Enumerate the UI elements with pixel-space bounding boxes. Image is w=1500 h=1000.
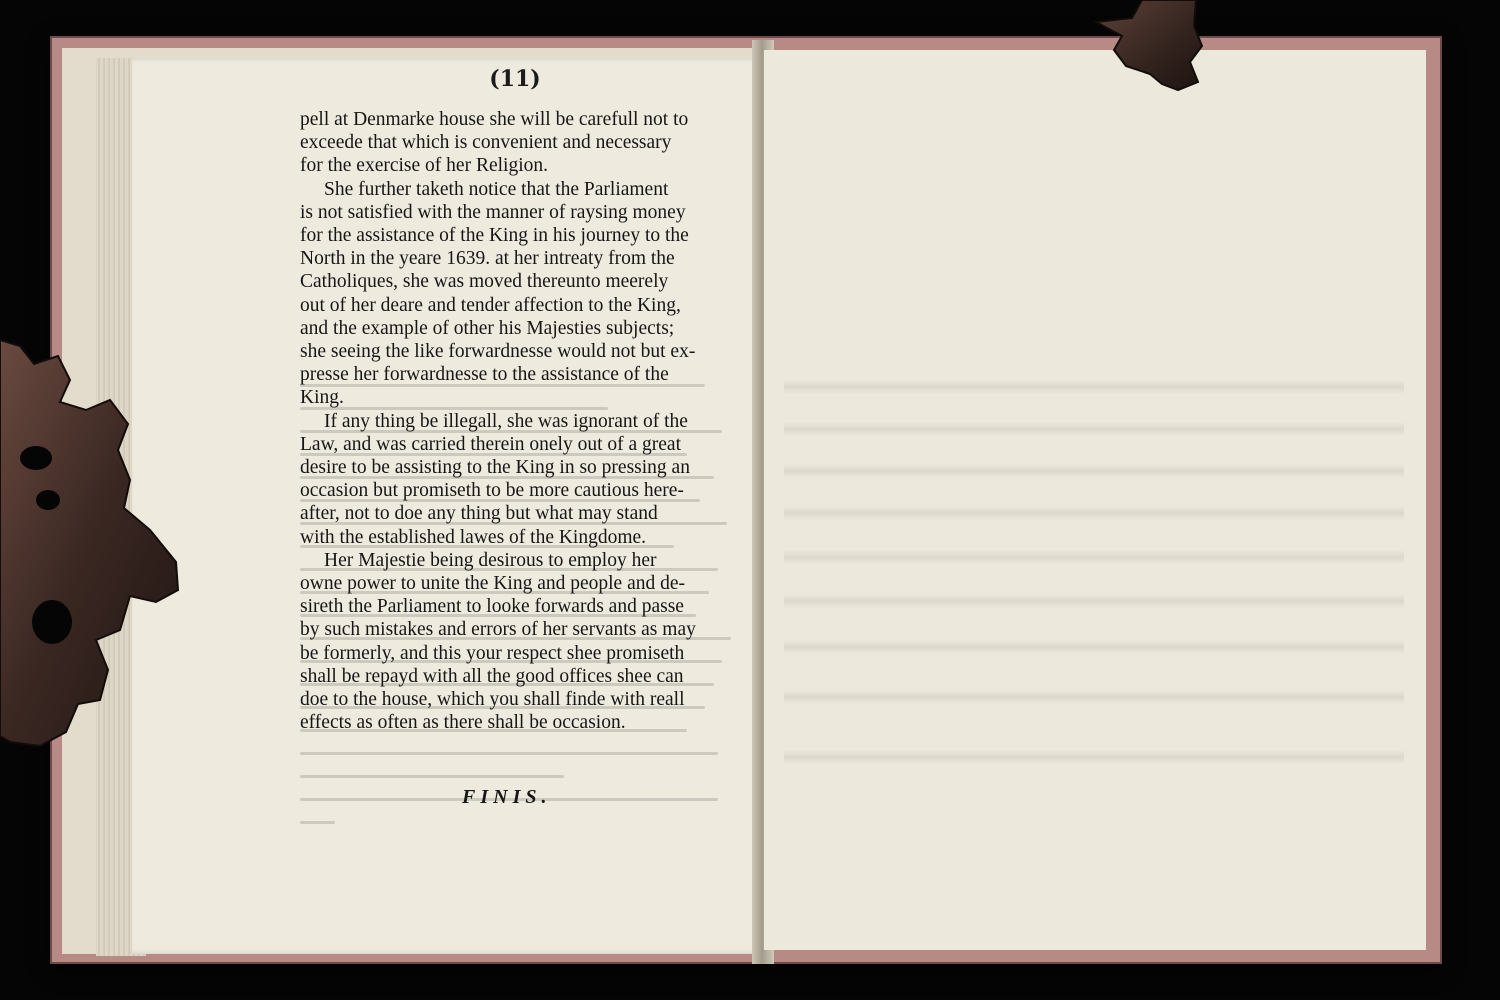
text-line: she seeing the like forwardnesse would not but ex- <box>300 341 696 363</box>
finis-colophon: FINIS. <box>462 786 552 808</box>
text-line: for the exercise of her Religion. <box>300 155 548 177</box>
metal-page-clip-icon <box>0 340 190 750</box>
text-line: If any thing be illegall, she was ignorant of the <box>324 410 688 432</box>
text-line: is not satisfied with the manner of raysing money <box>300 201 686 223</box>
text-line: Catholiques, she was moved thereunto meerely <box>300 271 669 293</box>
text-line: She further taketh notice that the Parliament <box>324 178 669 200</box>
text-line: sireth the Parliament to looke forwards and passe <box>300 596 684 618</box>
text-line: with the established lawes of the Kingdome. <box>300 526 647 548</box>
text-line: presse her forwardnesse to the assistance of the <box>300 364 669 386</box>
text-line: effects as often as there shall be occasion. <box>300 712 626 734</box>
body-text <box>300 108 738 734</box>
right-page-blank <box>764 50 1426 950</box>
text-line: occasion but promiseth to be more cautious here- <box>300 480 684 502</box>
text-line: exceede that which is convenient and necessary <box>300 132 672 154</box>
text-line: be formerly, and this your respect shee promiseth <box>300 642 685 664</box>
paragraph-1 <box>300 108 738 178</box>
text-line: for the assistance of the King in his journey to the <box>300 225 689 247</box>
page-number: (11) <box>489 66 541 92</box>
text-line: owne power to unite the King and people and de- <box>300 573 686 595</box>
text-line: pell at Denmarke house she will be carefull not to <box>300 109 689 130</box>
text-line: out of her deare and tender affection to the King, <box>300 294 681 316</box>
metal-page-clip-icon <box>1092 0 1212 92</box>
text-line: after, not to doe any thing but what may stand <box>300 503 658 525</box>
text-line: desire to be assisting to the King in so pressing an <box>300 457 690 479</box>
text-line: shall be repayd with all the good offices shee can <box>300 665 684 687</box>
text-line: and the example of other his Majesties subjects; <box>300 317 675 339</box>
paragraph-2 <box>300 178 738 410</box>
paragraph-4 <box>300 549 738 735</box>
paragraph-3 <box>300 410 738 549</box>
text-line: North in the yeare 1639. at her intreaty from the <box>300 248 675 270</box>
text-line: doe to the house, which you shall finde with reall <box>300 689 685 711</box>
text-line: by such mistakes and errors of her servants as may <box>300 619 696 641</box>
text-line: King. <box>300 387 344 409</box>
text-line: Her Majestie being desirous to employ her <box>324 549 657 571</box>
text-line: Law, and was carried therein onely out of a great <box>300 433 681 455</box>
